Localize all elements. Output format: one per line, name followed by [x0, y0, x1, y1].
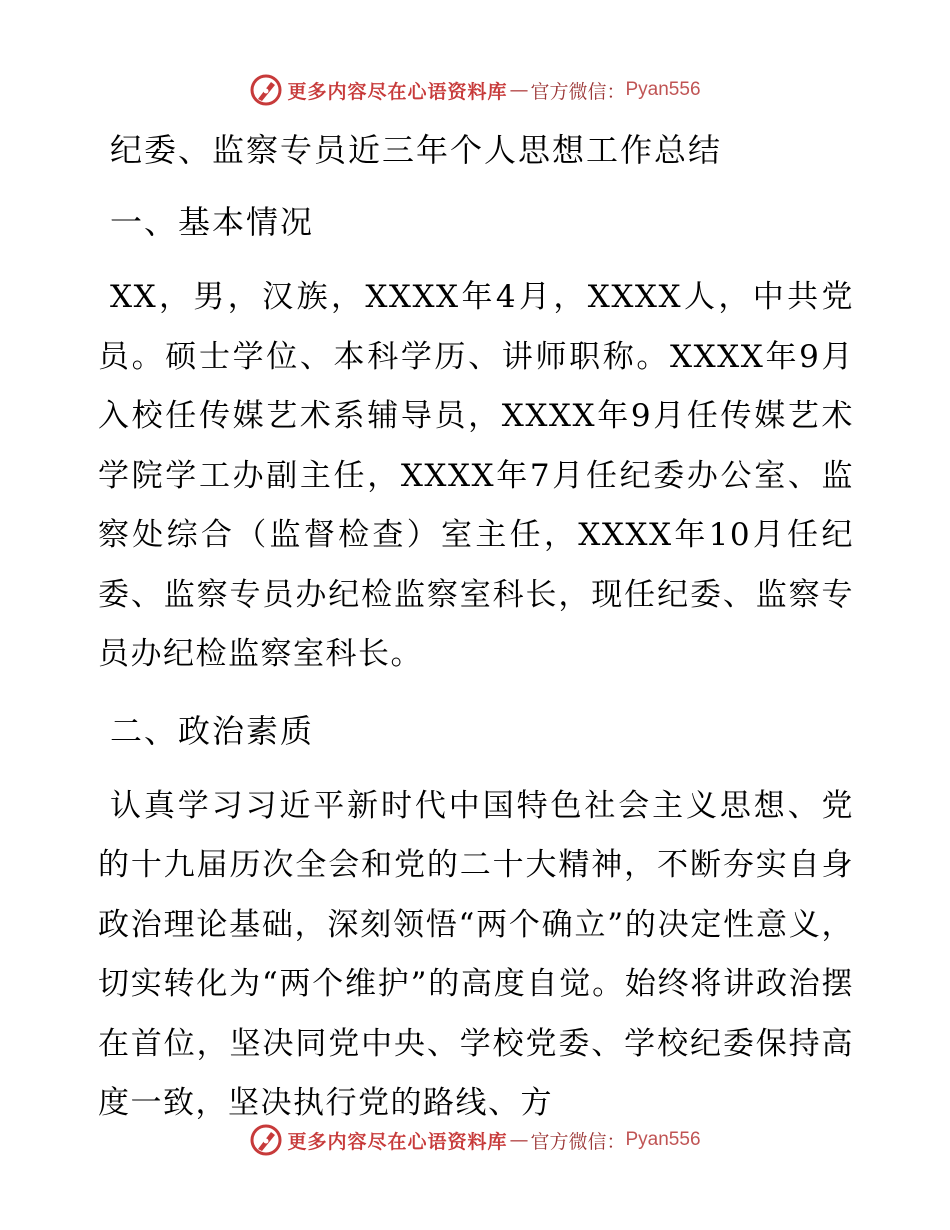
pen-logo-icon: [249, 73, 283, 107]
banner-slogan: 更多内容尽在心语资料库: [287, 80, 508, 103]
banner-dash: —: [509, 1129, 529, 1151]
header-banner: [0, 70, 950, 110]
document-title: 纪委、监察专员近三年个人思想工作总结: [110, 131, 723, 169]
document-body: [98, 124, 854, 1134]
pen-logo-icon: [249, 1123, 283, 1157]
section-paragraph-basic-info: XX，男，汉族，XXXX年4月，XXXX人，中共党员。硕士学位、本科学历、讲师职称。XXXX年9月入校任传媒艺术系辅导员，XXXX年9月任传媒艺术学院学工办副主任，XXXX年7月任纪委办公室、监察处综合（监督检查）室主任，XXXX年10月任纪委、监察专员办纪检监察室科长，现任纪委、监察专员办纪检监察室科长。: [98, 279, 854, 672]
banner-wechat-label: 官方微信：: [530, 80, 626, 103]
banner-wechat-account: Pyan556: [625, 1129, 701, 1150]
banner-wechat-account: Pyan556: [625, 79, 701, 100]
section-paragraph-political-quality: 认真学习习近平新时代中国特色社会主义思想、党的十九届历次全会和党的二十大精神，不断夯实自身政治理论基础，深刻领悟“两个确立”的决定性意义，切实转化为“两个维护”的高度自觉。始终将讲政治摆在首位，坚决同党中央、学校党委、学校纪委保持高度一致，坚决执行党的路线、方: [98, 787, 854, 1121]
banner-slogan: 更多内容尽在心语资料库: [287, 1130, 508, 1153]
footer-banner: [0, 1120, 950, 1160]
banner-wechat-label: 官方微信：: [530, 1130, 626, 1153]
section-heading-political-quality: 二、政治素质: [110, 711, 315, 750]
banner-dash: —: [509, 79, 529, 101]
section-heading-basic-info: 一、基本情况: [110, 203, 315, 241]
